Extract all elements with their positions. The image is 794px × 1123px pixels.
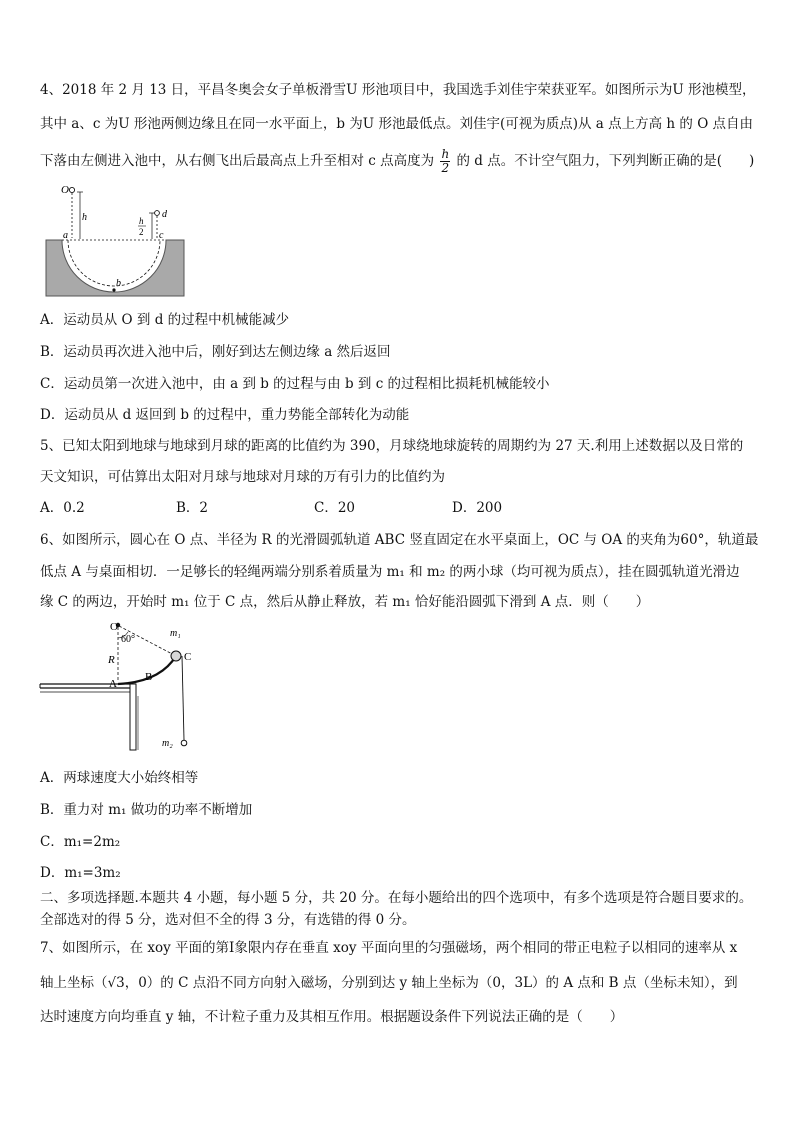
- label-o6: O: [110, 621, 118, 633]
- label-b6: B: [145, 671, 153, 683]
- label-half-den: 2: [139, 227, 144, 237]
- q6-option-b: B．重力对 m₁ 做功的功率不断增加: [40, 802, 253, 818]
- pool-body: [46, 240, 184, 296]
- q6-option-d: D．m₁=3m₂: [40, 865, 121, 881]
- q4-option-d: D．运动员从 d 返回到 b 的过程中，重力势能全部转化为动能: [40, 407, 410, 423]
- label-c: c: [159, 230, 164, 241]
- q7-line2: 轴上坐标（√3，0）的 C 点沿不同方向射入磁场，分别到达 y 轴上坐标为（0，3L）的 A 点和 B 点（坐标未知），到: [40, 975, 738, 991]
- q5-option-d: D．200: [452, 500, 503, 516]
- q5-line1: 5、已知太阳到地球与地球到月球的距离的比值约为 390，月球绕地球旋转的周期约为 27 天.利用上述数据以及日常的: [40, 438, 744, 454]
- label-o: O: [61, 184, 69, 196]
- label-m2: m₂: [162, 738, 173, 749]
- q5-option-c: C．20: [314, 500, 356, 516]
- rope: [182, 656, 184, 740]
- table-leg: [130, 684, 136, 750]
- section2-line2: 全部选对的得 5 分，选对但不全的得 3 分，有选错的得 0 分。: [40, 912, 416, 928]
- point-o: [69, 187, 74, 192]
- q5-line2: 天文知识，可估算出太阳对月球与地球对月球的万有引力的比值约为: [40, 469, 445, 485]
- label-m1: m₁: [170, 628, 181, 639]
- q4-line2: 其中 a、c 为U 形池两侧边缘且在同一水平面上，b 为U 形池最低点。刘佳宇(可视为质点)从 a 点上方高 h 的 O 点自由: [40, 116, 754, 132]
- q4-line1: 4、2018 年 2 月 13 日，平昌冬奥会女子单板滑雪U 形池项目中，我国选手刘佳宇荣获亚军。如图所示为U 形池模型，: [40, 82, 756, 98]
- q6-line3: 缘 C 的两边，开始时 m₁ 位于 C 点，然后从静止释放，若 m₁ 恰好能沿圆弧下滑到 A 点．则（ ）: [40, 594, 650, 610]
- label-a: a: [63, 230, 68, 241]
- q6-line2: 低点 A 与桌面相切．一足够长的轻绳两端分别系着质量为 m₁ 和 m₂ 的两小球（均可视为质点），挂在圆弧轨道光滑边: [40, 564, 740, 580]
- q6-option-c: C．m₁=2m₂: [40, 834, 121, 850]
- point-d: [155, 211, 160, 216]
- q4-fraction-num: h: [441, 147, 450, 161]
- q6-line1: 6、如图所示，圆心在 O 点、半径为 R 的光滑圆弧轨道 ABC 竖直固定在水平桌面上，OC 与 OA 的夹角为60°，轨道最: [40, 532, 759, 548]
- q4-line3: [40, 148, 754, 175]
- label-angle: 60°: [121, 634, 135, 645]
- q4-fraction: [440, 148, 450, 175]
- q4-fraction-den: 2: [441, 161, 450, 175]
- q4-line3-a: 下落由左侧进入池中，从右侧飞出后最高点上升至相对 c 点高度为: [40, 153, 435, 169]
- ball-m1: [171, 651, 181, 661]
- ball-m2: [181, 740, 187, 746]
- q7-line1: 7、如图所示，在 xoy 平面的第Ⅰ象限内存在垂直 xoy 平面向里的匀强磁场，两个相同的带正电粒子以相同的速率从 x: [40, 940, 738, 956]
- q5-option-b: B．2: [176, 500, 209, 516]
- section2-line1: 二、多项选择题.本题共 4 小题，每小题 5 分，共 20 分。在每小题给出的四个选项中，有多个选项是符合题目要求的。: [40, 890, 753, 906]
- label-r: R: [108, 654, 115, 666]
- label-a6: A: [109, 678, 117, 690]
- label-d: d: [162, 209, 167, 220]
- path-arc: [68, 240, 160, 286]
- arc-track-figure: [38, 616, 208, 756]
- q7-line3: 达时速度方向均垂直 y 轴，不计粒子重力及其相互作用。根据题设条件下列说法正确的是（ ）: [40, 1009, 624, 1025]
- q4-option-c: C．运动员第一次进入池中，由 a 到 b 的过程与由 b 到 c 的过程相比损耗机械能较小: [40, 376, 550, 392]
- q4-option-a: A．运动员从 O 到 d 的过程中机械能减少: [40, 312, 290, 328]
- u-pool-figure: [44, 182, 194, 300]
- q6-option-a: A．两球速度大小始终相等: [40, 770, 199, 786]
- label-h: h: [82, 212, 87, 223]
- label-half-num: h: [139, 216, 144, 226]
- q4-line3-b: 的 d 点。不计空气阻力，下列判断正确的是( ): [456, 153, 755, 169]
- q4-option-b: B．运动员再次进入池中后，刚好到达左侧边缘 a 然后返回: [40, 344, 391, 360]
- q5-option-a: A．0.2: [40, 500, 85, 516]
- label-c6: C: [184, 651, 192, 663]
- label-b: b: [116, 278, 121, 289]
